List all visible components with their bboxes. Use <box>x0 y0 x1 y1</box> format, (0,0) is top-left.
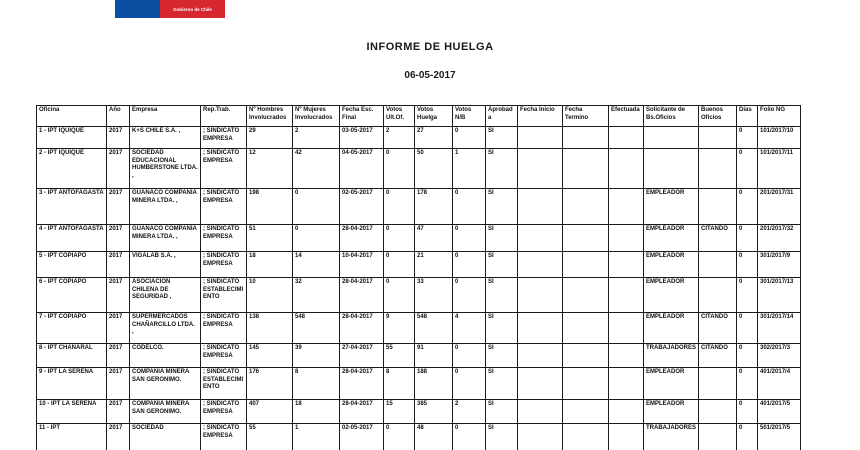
table-cell: 101/2017/10 <box>758 127 801 149</box>
table-cell: 0 <box>384 424 415 450</box>
table-cell <box>609 127 644 149</box>
table-cell <box>518 313 563 344</box>
table-cell: TRABAJADORES <box>644 344 699 368</box>
table-cell <box>563 278 609 313</box>
table-cell: ASOCIACION CHILENA DE SEGURIDAD , <box>130 278 201 313</box>
table-cell: SI <box>486 313 518 344</box>
table-row <box>37 344 801 368</box>
column-header: Efectuada <box>609 106 644 127</box>
table-cell: 2017 <box>107 344 130 368</box>
table-cell <box>563 424 609 450</box>
table-cell: EMPLEADOR <box>644 313 699 344</box>
table-header <box>37 106 801 127</box>
table-cell <box>699 424 737 450</box>
table-cell: VIGALAB S.A. , <box>130 252 201 278</box>
column-header: Fecha Esc. Final <box>340 106 384 127</box>
table-cell <box>518 368 563 400</box>
table-cell: 0 <box>453 127 486 149</box>
table-cell: GUANACO COMPAÑIA MINERA LTDA. , <box>130 225 201 252</box>
column-header: Rep.Trab. <box>201 106 247 127</box>
table-cell: 3 - IPT ANTOFAGASTA <box>37 189 107 225</box>
column-header: Folio NG <box>758 106 801 127</box>
table-cell: 18 <box>247 252 293 278</box>
table-cell: 0 <box>453 278 486 313</box>
table-cell <box>644 149 699 189</box>
table-row <box>37 189 801 225</box>
table-cell <box>699 278 737 313</box>
table-cell <box>609 278 644 313</box>
table-cell: 2017 <box>107 149 130 189</box>
table-cell: 407 <box>247 400 293 424</box>
table-cell: 0 <box>737 313 758 344</box>
table-cell: CITANDO <box>699 313 737 344</box>
table-cell: 39 <box>293 344 340 368</box>
gobierno-de-chile-logo <box>115 0 225 18</box>
table-cell: 7 - IPT COPIAPO <box>37 313 107 344</box>
table-cell: ; SINDICATO EMPRESA <box>201 149 247 189</box>
table-cell: SUPERMERCADOS CHAÑARCILLO LTDA. , <box>130 313 201 344</box>
table-cell: 0 <box>453 252 486 278</box>
table-cell <box>518 252 563 278</box>
table-cell: 0 <box>384 189 415 225</box>
table-cell: 28-04-2017 <box>340 400 384 424</box>
table-cell: 10 - IPT LA SERENA <box>37 400 107 424</box>
page-title: INFORME DE HUELGA <box>366 41 494 53</box>
table-cell: 302/2017/3 <box>758 344 801 368</box>
table-row <box>37 252 801 278</box>
table-cell: 9 - IPT LA SERENA <box>37 368 107 400</box>
table-cell: SI <box>486 252 518 278</box>
table-cell: 5 - IPT COPIAPO <box>37 252 107 278</box>
table-cell: 50 <box>415 149 453 189</box>
table-cell: GUANACO COMPAÑIA MINERA LTDA. , <box>130 189 201 225</box>
table-cell <box>644 127 699 149</box>
table-cell: 1 <box>453 149 486 189</box>
table-cell: ; SINDICATO EMPRESA <box>201 313 247 344</box>
table-cell: 04-05-2017 <box>340 149 384 189</box>
logo-blue-block <box>115 0 160 18</box>
table-cell <box>563 344 609 368</box>
table-cell: 9 <box>384 313 415 344</box>
table-cell: COMPAÑIA MINERA SAN GERONIMO. <box>130 368 201 400</box>
table-cell: 48 <box>415 424 453 450</box>
table-cell <box>563 225 609 252</box>
column-header: Nº Mujeres Involucrados <box>293 106 340 127</box>
table-cell: 0 <box>293 225 340 252</box>
table-cell <box>699 189 737 225</box>
table-row <box>37 368 801 400</box>
table-cell: 02-05-2017 <box>340 189 384 225</box>
table-cell: 21 <box>415 252 453 278</box>
table-cell: ; SINDICATO EMPRESA <box>201 344 247 368</box>
table-cell: SOCIEDAD EDUCACIONAL HUMBERSTONE LTDA. , <box>130 149 201 189</box>
table-cell <box>563 313 609 344</box>
table-cell: 1 - IPT IQUIQUE <box>37 127 107 149</box>
table-cell: EMPLEADOR <box>644 278 699 313</box>
table-cell: 0 <box>453 344 486 368</box>
table-cell <box>699 252 737 278</box>
table-cell: SI <box>486 189 518 225</box>
table-cell: 0 <box>737 368 758 400</box>
table-cell: 188 <box>415 368 453 400</box>
table-cell: 2017 <box>107 252 130 278</box>
table-row <box>37 149 801 189</box>
table-cell: EMPLEADOR <box>644 225 699 252</box>
table-cell <box>609 252 644 278</box>
table-cell: 2017 <box>107 189 130 225</box>
table-cell: 0 <box>737 225 758 252</box>
table-cell: 27-04-2017 <box>340 344 384 368</box>
table-cell: ; SINDICATO EMPRESA <box>201 189 247 225</box>
table-cell <box>699 400 737 424</box>
column-header: Nº Hombres Involucrados <box>247 106 293 127</box>
table-cell: 0 <box>384 278 415 313</box>
table-cell: CITANDO <box>699 344 737 368</box>
table-cell: 14 <box>293 252 340 278</box>
table-cell <box>563 149 609 189</box>
table-cell: 0 <box>453 424 486 450</box>
table-cell: SI <box>486 424 518 450</box>
column-header: Solicitante de Bs.Oficios <box>644 106 699 127</box>
table-cell: 28-04-2017 <box>340 278 384 313</box>
table-cell: 28-04-2017 <box>340 313 384 344</box>
table-cell: SI <box>486 368 518 400</box>
table-cell: 2 - IPT IQUIQUE <box>37 149 107 189</box>
column-header: Fecha Inicio <box>518 106 563 127</box>
table-body <box>37 127 801 450</box>
table-cell: 548 <box>415 313 453 344</box>
table-cell: 176 <box>247 368 293 400</box>
table-cell: 12 <box>247 149 293 189</box>
table-cell: 0 <box>737 127 758 149</box>
table-cell: 27 <box>415 127 453 149</box>
table-cell: ; SINDICATO EMPRESA <box>201 225 247 252</box>
table-cell <box>518 127 563 149</box>
table-cell: CODELCO. <box>130 344 201 368</box>
table-cell <box>518 278 563 313</box>
table-cell: SI <box>486 127 518 149</box>
table-row <box>37 400 801 424</box>
table-cell: 33 <box>415 278 453 313</box>
table-cell: SI <box>486 400 518 424</box>
table-cell: 03-05-2017 <box>340 127 384 149</box>
table-cell <box>518 225 563 252</box>
table-cell: SI <box>486 344 518 368</box>
table-cell: 145 <box>247 344 293 368</box>
table-cell: 548 <box>293 313 340 344</box>
table-cell: 1 <box>293 424 340 450</box>
table-cell: EMPLEADOR <box>644 368 699 400</box>
table-row <box>37 313 801 344</box>
table-cell: CITANDO <box>699 225 737 252</box>
table-cell: SI <box>486 225 518 252</box>
table-cell: ; SINDICATO ESTABLECIMIENTO <box>201 278 247 313</box>
table-cell: 401/2017/5 <box>758 400 801 424</box>
table-cell: SOCIEDAD <box>130 424 201 450</box>
table-cell: SI <box>486 149 518 189</box>
table-cell: 0 <box>737 344 758 368</box>
table-cell: 101/2017/11 <box>758 149 801 189</box>
table-cell <box>518 149 563 189</box>
table-cell: 0 <box>453 225 486 252</box>
column-header: Año <box>107 106 130 127</box>
table-cell: 2017 <box>107 313 130 344</box>
table-cell: ; SINDICATO ESTABLECIMIENTO <box>201 368 247 400</box>
table-cell: SI <box>486 278 518 313</box>
table-cell: 2017 <box>107 400 130 424</box>
table-cell: 02-05-2017 <box>340 424 384 450</box>
table-cell <box>609 424 644 450</box>
column-header: Fecha Termino <box>563 106 609 127</box>
table-cell: 0 <box>737 278 758 313</box>
report-date: 06-05-2017 <box>404 70 456 81</box>
table-cell <box>563 252 609 278</box>
table-cell: 0 <box>293 189 340 225</box>
table-cell: 28-04-2017 <box>340 368 384 400</box>
table-cell: 28-04-2017 <box>340 225 384 252</box>
table-cell: 4 <box>453 313 486 344</box>
table-cell: 8 - IPT CHAÑARAL <box>37 344 107 368</box>
logo-text: Gobierno de Chile <box>173 6 212 12</box>
table-cell <box>563 368 609 400</box>
table-cell: 55 <box>384 344 415 368</box>
table-cell: 2 <box>293 127 340 149</box>
table-cell: 2017 <box>107 127 130 149</box>
table-cell <box>518 400 563 424</box>
table-cell: 42 <box>293 149 340 189</box>
table-cell: 8 <box>384 368 415 400</box>
table-cell: 0 <box>737 252 758 278</box>
table-cell <box>609 225 644 252</box>
table-cell: 2017 <box>107 225 130 252</box>
logo-red-block <box>160 0 225 18</box>
table-cell: 0 <box>737 149 758 189</box>
table-cell: 91 <box>415 344 453 368</box>
table-row <box>37 278 801 313</box>
table-cell: 18 <box>293 400 340 424</box>
table-cell: 6 - IPT COPIAPO <box>37 278 107 313</box>
table-cell: TRABAJADORES <box>644 424 699 450</box>
table-cell: 15 <box>384 400 415 424</box>
table-cell: 0 <box>384 252 415 278</box>
table-cell: 4 - IPT ANTOFAGASTA <box>37 225 107 252</box>
table-cell: 178 <box>415 189 453 225</box>
table-cell <box>699 368 737 400</box>
table-cell <box>609 189 644 225</box>
column-header: Oficina <box>37 106 107 127</box>
table-cell <box>518 344 563 368</box>
table-cell: ; SINDICATO EMPRESA <box>201 424 247 450</box>
table-cell: ; SINDICATO EMPRESA <box>201 400 247 424</box>
table-cell: 0 <box>384 149 415 189</box>
table-cell <box>609 368 644 400</box>
column-header: Buenos Oficios <box>699 106 737 127</box>
table-cell: 0 <box>453 368 486 400</box>
table-cell: 198 <box>247 189 293 225</box>
table-cell: 2017 <box>107 278 130 313</box>
table-cell: 385 <box>415 400 453 424</box>
table-cell: 201/2017/32 <box>758 225 801 252</box>
table-cell: COMPAÑIA MINERA SAN GERONIMO. <box>130 400 201 424</box>
table-cell <box>518 424 563 450</box>
table-cell <box>609 400 644 424</box>
table-cell: 0 <box>737 189 758 225</box>
table-cell: 0 <box>737 424 758 450</box>
table-cell: ; SINDICATO EMPRESA <box>201 252 247 278</box>
strike-report-table <box>36 105 801 450</box>
table-cell: 2 <box>453 400 486 424</box>
table-cell: 301/2017/9 <box>758 252 801 278</box>
table-cell: 401/2017/4 <box>758 368 801 400</box>
table-cell: 301/2017/14 <box>758 313 801 344</box>
column-header: Empresa <box>130 106 201 127</box>
table-cell: 201/2017/31 <box>758 189 801 225</box>
table-cell: 10-04-2017 <box>340 252 384 278</box>
column-header: Aprobada <box>486 106 518 127</box>
table-cell: 11 - IPT <box>37 424 107 450</box>
table-cell: EMPLEADOR <box>644 400 699 424</box>
table-cell <box>518 189 563 225</box>
table-cell: 0 <box>384 225 415 252</box>
table-cell <box>563 127 609 149</box>
column-header: Votos Ult.Of. <box>384 106 415 127</box>
column-header: Votos N/B <box>453 106 486 127</box>
table-cell: 2017 <box>107 424 130 450</box>
table-row <box>37 127 801 149</box>
table-cell: EMPLEADOR <box>644 189 699 225</box>
table-cell: 10 <box>247 278 293 313</box>
table-cell: 0 <box>737 400 758 424</box>
table-cell: 47 <box>415 225 453 252</box>
table-cell: 29 <box>247 127 293 149</box>
table-cell: ; SINDICATO EMPRESA <box>201 127 247 149</box>
table-cell: 301/2017/13 <box>758 278 801 313</box>
table-row <box>37 424 801 450</box>
table-row <box>37 225 801 252</box>
table-cell <box>699 149 737 189</box>
table-cell <box>563 189 609 225</box>
header-row <box>37 106 801 127</box>
table-cell <box>609 149 644 189</box>
table-cell: 55 <box>247 424 293 450</box>
table-cell: 0 <box>453 189 486 225</box>
column-header: Días <box>737 106 758 127</box>
table-cell: 138 <box>247 313 293 344</box>
table-cell: 2017 <box>107 368 130 400</box>
table-cell <box>609 344 644 368</box>
table-cell <box>563 400 609 424</box>
table-cell: 51 <box>247 225 293 252</box>
table-cell <box>609 313 644 344</box>
table-cell: 2 <box>384 127 415 149</box>
table-cell <box>699 127 737 149</box>
table-cell: 32 <box>293 278 340 313</box>
column-header: Votos Huelga <box>415 106 453 127</box>
table-cell: 8 <box>293 368 340 400</box>
table-cell: K+S CHILE S.A. , <box>130 127 201 149</box>
table-cell: EMPLEADOR <box>644 252 699 278</box>
table-cell: 501/2017/5 <box>758 424 801 450</box>
